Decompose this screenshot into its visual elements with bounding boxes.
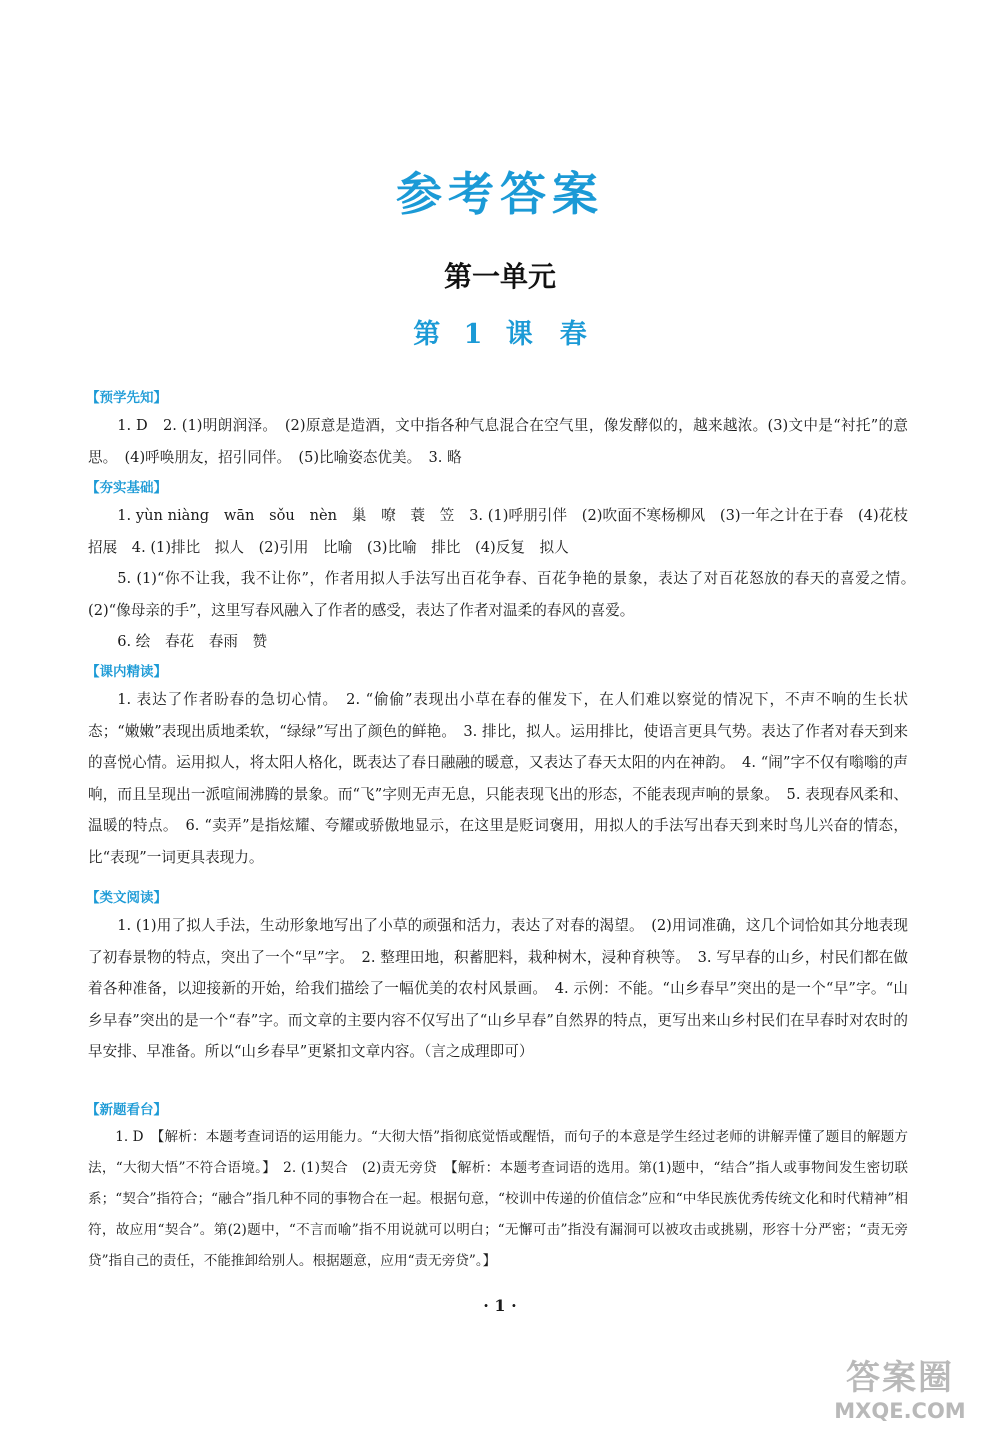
section-similar-reading — [88, 888, 908, 1068]
watermark-url: MXQE.COM — [834, 1399, 966, 1423]
unit-title: 第一单元 — [443, 260, 556, 293]
section-new-questions — [88, 1100, 908, 1277]
section-basics — [86, 478, 923, 658]
watermark — [808, 1358, 992, 1434]
answer-paragraph: 1. D 【解析：本题考查词语的运用能力。“大彻大悟”指彻底觉悟或醒悟，而句子的本意是学生经过老师的讲解弄懂了题目的解题方法，“大彻大悟”不符合语境。】 2. (1)契合 (2)责无旁贷 【解析：本题考查词语的选用。第(1)题中，“结合”指人或事物间发生密切联系；“契合”指符合；“融合”指几种不同的事物合在一起。根据句意，“校训中传递的价值信念”应和“中华民族优秀传统文化和时代精神”相符，故应用“契合”。第(2)题中，“不言而喻”指不用说就可以明白；“无懈可击”指没有漏洞可以被攻击或挑剔，形容十分严密；“责无旁贷”指自己的责任，不能推卸给别人。根据题意，应用“责无旁贷”。】 — [88, 1129, 908, 1269]
answer-paragraph: 6. 绘 春花 春雨 赞 — [117, 633, 268, 650]
section-preview — [88, 388, 908, 473]
section-tag: 【课内精读】 — [86, 664, 167, 680]
section-tag: 【类文阅读】 — [86, 890, 167, 906]
main-title: 参考答案 — [396, 167, 604, 221]
answer-paragraph: 1. (1)用了拟人手法，生动形象地写出了小草的顽强和活力，表达了对春的渴望。 (2)用词准确，这几个词恰如其分地表现了初春景物的特点，突出了一个“早”字。 2. 整理田地，积蓄肥料，栽种树木，浸种育秧等。 3. 写早春的山乡，村民们都在做着各种准备，以迎接新的开始，给我们描绘了一幅优美的农村风景画。 4. 示例：不能。“山乡春早”突出的是一个“早”字。“山乡早春”突出的是一个“春”字。而文章的主要内容不仅写出了“山乡早春”自然界的特点，更写出来山乡村民们在早春时对农时的早安排、早准备。所以“山乡春早”更紧扣文章内容。（言之成理即可） — [88, 917, 908, 1060]
page-number: · 1 · — [483, 1296, 517, 1315]
watermark-logo: 答案圈 — [846, 1358, 954, 1398]
answer-paragraph: 1. D 2. (1)明朗润泽。 (2)原意是造酒，文中指各种气息混合在空气里，像发酵似的，越来越浓。(3)文中是“衬托”的意思。 (4)呼唤朋友，招引同伴。 (5)比喻姿态优美。 3. 略 — [88, 417, 908, 466]
section-close-reading — [88, 662, 908, 873]
answer-paragraph: 5. (1)“你不让我，我不让你”，作者用拟人手法写出百花争春、百花争艳的景象，表达了对百花怒放的春天的喜爱之情。 (2)“像母亲的手”，这里写春风融入了作者的感受，表达了作者对温柔的春风的喜爱。 — [88, 570, 923, 619]
section-tag: 【预学先知】 — [86, 390, 167, 406]
answer-paragraph: 1. 表达了作者盼春的急切心情。 2. “偷偷”表现出小草在春的催发下，在人们难以察觉的情况下，不声不响的生长状态；“嫩嫩”表现出质地柔软，“绿绿”写出了颜色的鲜艳。 3. 排比，拟人。运用排比，使语言更具气势。表达了作者对春天到来的喜悦心情。运用拟人，将太阳人格化，既表达了春日融融的暖意，又表达了春天太阳的内在神韵。 4. “闹”字不仅有嗡嗡的声响，而且呈现出一派喧闹沸腾的景象。而“飞”字则无声无息，只能表现飞出的形态，不能表现声响的景象。 5. 表现春风柔和、温暖的特点。 6. “卖弄”是指炫耀、夸耀或骄傲地显示，在这里是贬词褒用，用拟人的手法写出春天到来时鸟儿兴奋的情态，比“表现”一词更具表现力。 — [88, 691, 908, 866]
section-tag: 【新题看台】 — [86, 1102, 167, 1118]
section-tag: 【夯实基础】 — [86, 480, 167, 496]
answer-paragraph: 1. yùn niàng wān sǒu nèn 巢 嘹 蓑 笠 3. (1)呼朋引伴 (2)吹面不寒杨柳风 (3)一年之计在于春 (4)花枝招展 4. (1)排比 拟人 (2)引用 比喻 (3)比喻 排比 (4)反复 拟人 — [88, 507, 908, 556]
lesson-title: 第 1 课 春 — [413, 319, 587, 350]
